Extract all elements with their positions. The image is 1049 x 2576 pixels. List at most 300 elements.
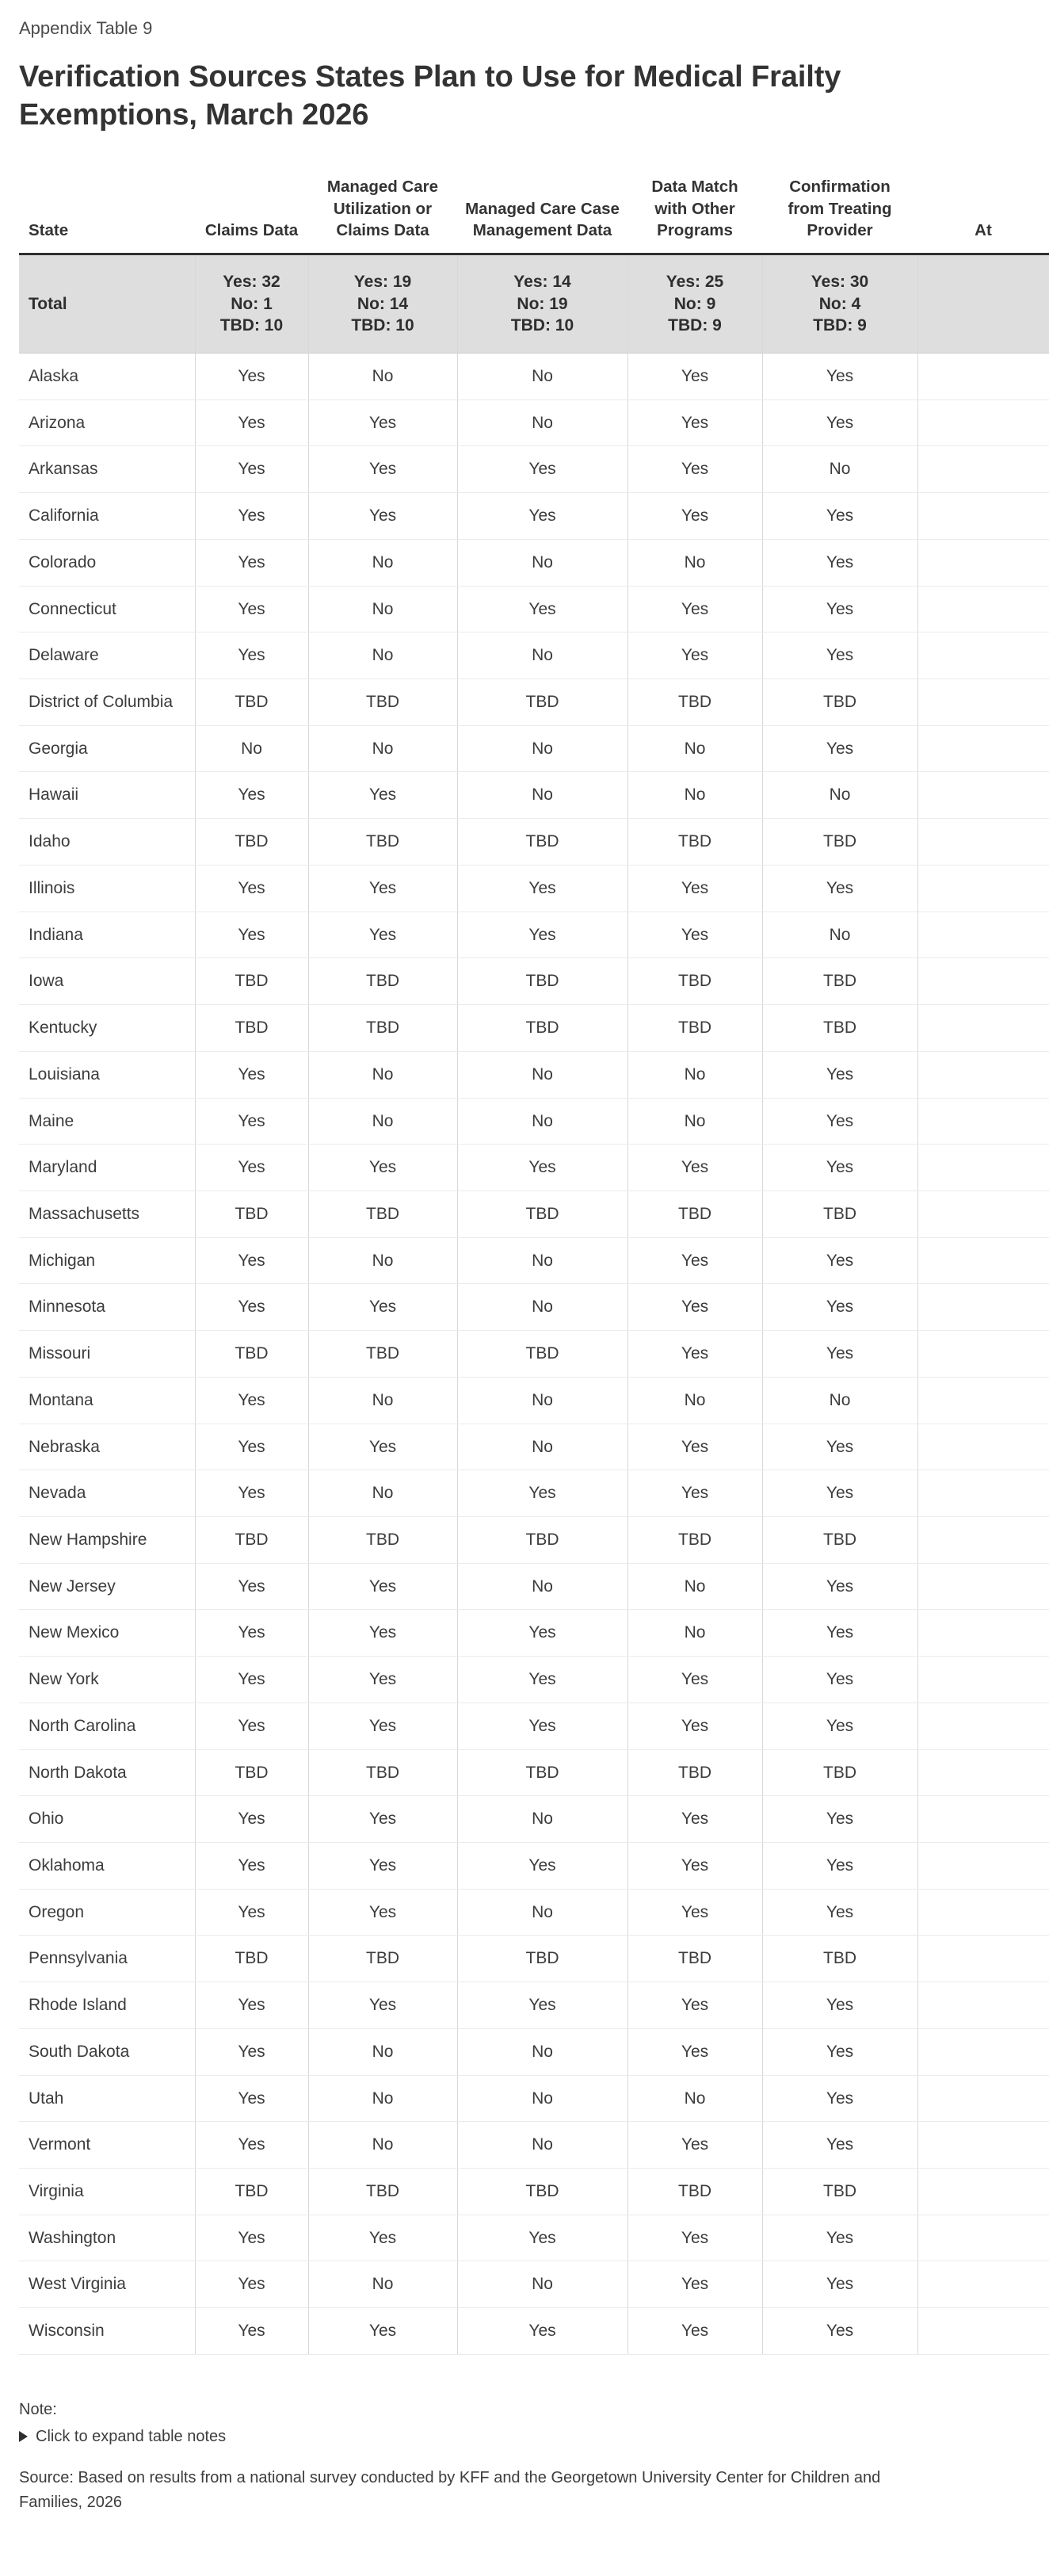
verification-value-cell: TBD xyxy=(308,1749,457,1796)
verification-value-cell: Yes xyxy=(195,2075,308,2122)
table-row-total xyxy=(19,254,1049,353)
verification-value-cell: Yes xyxy=(627,493,762,540)
verification-value-cell: Yes xyxy=(762,1703,917,1749)
verification-value-cell: Yes xyxy=(195,493,308,540)
state-name-cell: Louisiana xyxy=(19,1051,195,1098)
verification-value-cell: Yes xyxy=(627,1843,762,1890)
verification-value-cell xyxy=(917,2215,1049,2261)
verification-value-cell: Yes xyxy=(627,1284,762,1331)
state-name-cell: Hawaii xyxy=(19,772,195,819)
verification-value-cell: TBD xyxy=(762,1516,917,1563)
verification-value-cell: Yes xyxy=(762,354,917,400)
table-row xyxy=(19,1843,1049,1890)
verification-value-cell: TBD xyxy=(457,1749,627,1796)
column-header-state: State xyxy=(19,176,195,254)
verification-value-cell: No xyxy=(457,2075,627,2122)
verification-value-cell: TBD xyxy=(762,958,917,1005)
verification-value-cell: Yes xyxy=(627,2261,762,2308)
table-footer xyxy=(19,2398,948,2515)
table-row xyxy=(19,1516,1049,1563)
state-name-cell: Maine xyxy=(19,1098,195,1145)
table-row xyxy=(19,958,1049,1005)
verification-value-cell: TBD xyxy=(195,2169,308,2215)
verification-value-cell: Yes xyxy=(627,1796,762,1843)
total-yes-count: Yes: 25 xyxy=(666,272,724,291)
verification-value-cell xyxy=(917,1470,1049,1517)
verification-value-cell: Yes xyxy=(627,633,762,679)
verification-value-cell: No xyxy=(457,1563,627,1610)
table-row xyxy=(19,1051,1049,1098)
verification-value-cell: Yes xyxy=(762,2122,917,2169)
expand-table-notes-label: Click to expand table notes xyxy=(36,2427,227,2445)
table-row xyxy=(19,1610,1049,1657)
note-label: Note: xyxy=(19,2400,57,2418)
verification-value-cell: TBD xyxy=(762,2169,917,2215)
state-name-cell: Delaware xyxy=(19,633,195,679)
verification-value-cell: No xyxy=(457,399,627,446)
verification-value-cell: TBD xyxy=(627,1516,762,1563)
verification-value-cell: Yes xyxy=(308,2308,457,2355)
verification-value-cell: No xyxy=(457,1051,627,1098)
state-name-cell: West Virginia xyxy=(19,2261,195,2308)
verification-value-cell xyxy=(917,586,1049,633)
verification-value-cell: Yes xyxy=(457,2215,627,2261)
verification-value-cell: TBD xyxy=(308,1005,457,1052)
total-yes-count: Yes: 19 xyxy=(353,272,412,291)
table-row xyxy=(19,1145,1049,1191)
state-name-cell: Vermont xyxy=(19,2122,195,2169)
verification-value-cell: TBD xyxy=(457,1516,627,1563)
state-name-cell: South Dakota xyxy=(19,2028,195,2075)
verification-value-cell: Yes xyxy=(308,1889,457,1936)
verification-value-cell xyxy=(917,1516,1049,1563)
state-name-cell: Oregon xyxy=(19,1889,195,1936)
verification-value-cell xyxy=(917,399,1049,446)
verification-value-cell: Yes xyxy=(195,1145,308,1191)
verification-value-cell: No xyxy=(762,446,917,493)
state-name-cell: Michigan xyxy=(19,1237,195,1284)
table-row xyxy=(19,2215,1049,2261)
verification-value-cell: Yes xyxy=(308,1982,457,2029)
table-row xyxy=(19,2075,1049,2122)
state-name-cell: Kentucky xyxy=(19,1005,195,1052)
verification-value-cell: No xyxy=(627,1563,762,1610)
verification-value-cell: Yes xyxy=(762,633,917,679)
total-yes-count: Yes: 32 xyxy=(223,272,280,291)
verification-value-cell: No xyxy=(457,1284,627,1331)
verification-value-cell: Yes xyxy=(627,1145,762,1191)
verification-value-cell xyxy=(917,1051,1049,1098)
verification-value-cell: Yes xyxy=(457,1843,627,1890)
verification-value-cell: TBD xyxy=(762,679,917,726)
table-row xyxy=(19,2028,1049,2075)
verification-value-cell: Yes xyxy=(762,1610,917,1657)
table-row xyxy=(19,2308,1049,2355)
verification-value-cell: No xyxy=(627,772,762,819)
verification-value-cell: No xyxy=(308,2122,457,2169)
total-cell xyxy=(917,254,1049,353)
state-name-cell: Virginia xyxy=(19,2169,195,2215)
table-row xyxy=(19,1284,1049,1331)
table-row xyxy=(19,1424,1049,1470)
verification-value-cell: TBD xyxy=(457,1005,627,1052)
verification-value-cell: TBD xyxy=(762,1005,917,1052)
state-name-cell: Pennsylvania xyxy=(19,1936,195,1982)
verification-value-cell: TBD xyxy=(627,679,762,726)
verification-value-cell: Yes xyxy=(762,1657,917,1703)
verification-value-cell: Yes xyxy=(762,1982,917,2029)
verification-value-cell: No xyxy=(627,539,762,586)
column-header-data-match: Data Match with Other Programs xyxy=(627,176,762,254)
state-name-cell: Nebraska xyxy=(19,1424,195,1470)
page-title: Verification Sources States Plan to Use for Medical Frailty Exemptions, March 2026 xyxy=(19,59,841,132)
verification-value-cell: Yes xyxy=(195,1982,308,2029)
table-row xyxy=(19,1191,1049,1237)
verification-value-cell: Yes xyxy=(308,1703,457,1749)
total-tbd-count: TBD: 9 xyxy=(813,316,867,335)
state-name-cell: North Carolina xyxy=(19,1703,195,1749)
verification-value-cell: Yes xyxy=(762,1284,917,1331)
verification-value-cell: TBD xyxy=(762,1749,917,1796)
verification-value-cell: No xyxy=(457,1424,627,1470)
verification-value-cell xyxy=(917,1657,1049,1703)
state-name-cell: California xyxy=(19,493,195,540)
verification-value-cell: TBD xyxy=(627,958,762,1005)
verification-value-cell: Yes xyxy=(627,1889,762,1936)
verification-value-cell: TBD xyxy=(457,1936,627,1982)
state-name-cell: District of Columbia xyxy=(19,679,195,726)
expand-table-notes-toggle[interactable] xyxy=(19,2425,948,2448)
verification-value-cell: Yes xyxy=(627,1331,762,1378)
verification-value-cell xyxy=(917,1982,1049,2029)
verification-value-cell xyxy=(917,1191,1049,1237)
table-row xyxy=(19,1331,1049,1378)
total-yes-count: Yes: 14 xyxy=(513,272,571,291)
verification-value-cell: No xyxy=(627,1051,762,1098)
verification-value-cell: Yes xyxy=(762,725,917,772)
verification-value-cell: No xyxy=(762,772,917,819)
verification-value-cell: TBD xyxy=(457,958,627,1005)
verification-value-cell: TBD xyxy=(195,1749,308,1796)
verification-value-cell: Yes xyxy=(457,1610,627,1657)
verification-value-cell: Yes xyxy=(195,399,308,446)
verification-value-cell: Yes xyxy=(762,2308,917,2355)
verification-value-cell xyxy=(917,2169,1049,2215)
verification-value-cell: Yes xyxy=(762,399,917,446)
verification-value-cell: Yes xyxy=(195,1237,308,1284)
total-no-count: No: 1 xyxy=(231,294,273,313)
column-header-claims-data: Claims Data xyxy=(195,176,308,254)
verification-value-cell: No xyxy=(762,912,917,958)
table-row xyxy=(19,2169,1049,2215)
state-name-cell: New Jersey xyxy=(19,1563,195,1610)
verification-value-cell: TBD xyxy=(308,1331,457,1378)
verification-value-cell: Yes xyxy=(627,2308,762,2355)
verification-value-cell xyxy=(917,1889,1049,1936)
state-name-cell: Alaska xyxy=(19,354,195,400)
table-row xyxy=(19,865,1049,912)
verification-value-cell: No xyxy=(308,1098,457,1145)
state-name-cell: Connecticut xyxy=(19,586,195,633)
verification-value-cell: Yes xyxy=(308,1610,457,1657)
verification-value-cell: Yes xyxy=(195,354,308,400)
verification-value-cell xyxy=(917,1796,1049,1843)
verification-value-cell: TBD xyxy=(308,819,457,866)
verification-value-cell xyxy=(917,633,1049,679)
verification-value-cell: No xyxy=(627,725,762,772)
verification-value-cell: TBD xyxy=(457,1191,627,1237)
state-name-cell: Montana xyxy=(19,1377,195,1424)
verification-value-cell: TBD xyxy=(457,679,627,726)
verification-value-cell: Yes xyxy=(195,1098,308,1145)
verification-value-cell: TBD xyxy=(457,2169,627,2215)
verification-value-cell xyxy=(917,539,1049,586)
table-row xyxy=(19,1889,1049,1936)
verification-value-cell: Yes xyxy=(195,1424,308,1470)
verification-value-cell: Yes xyxy=(457,586,627,633)
verification-value-cell: Yes xyxy=(762,539,917,586)
verification-value-cell xyxy=(917,1098,1049,1145)
table-row xyxy=(19,2261,1049,2308)
verification-value-cell xyxy=(917,679,1049,726)
verification-value-cell: TBD xyxy=(457,819,627,866)
total-cell xyxy=(457,254,627,353)
total-tbd-count: TBD: 9 xyxy=(668,316,722,335)
verification-value-cell: No xyxy=(457,1098,627,1145)
verification-value-cell: Yes xyxy=(762,865,917,912)
verification-value-cell: Yes xyxy=(195,912,308,958)
table-row xyxy=(19,679,1049,726)
verification-value-cell: TBD xyxy=(308,1516,457,1563)
verification-value-cell: Yes xyxy=(457,1657,627,1703)
table-row xyxy=(19,1796,1049,1843)
verification-value-cell: TBD xyxy=(195,819,308,866)
table-eyebrow: Appendix Table 9 xyxy=(19,18,153,38)
verification-value-cell: Yes xyxy=(308,2215,457,2261)
verification-value-cell: TBD xyxy=(195,1331,308,1378)
verification-value-cell: Yes xyxy=(457,912,627,958)
total-cell xyxy=(627,254,762,353)
verification-value-cell: TBD xyxy=(308,958,457,1005)
total-no-count: No: 14 xyxy=(357,294,409,313)
verification-value-cell: TBD xyxy=(627,2169,762,2215)
verification-value-cell: No xyxy=(308,725,457,772)
table-row xyxy=(19,819,1049,866)
verification-value-cell: No xyxy=(457,539,627,586)
verification-value-cell: No xyxy=(308,1377,457,1424)
verification-value-cell: Yes xyxy=(457,1703,627,1749)
table-row xyxy=(19,1749,1049,1796)
table-row xyxy=(19,354,1049,400)
verification-value-cell: TBD xyxy=(195,1936,308,1982)
verification-value-cell: Yes xyxy=(762,2261,917,2308)
verification-value-cell: Yes xyxy=(195,586,308,633)
verification-value-cell: Yes xyxy=(762,1145,917,1191)
verification-value-cell: Yes xyxy=(627,586,762,633)
verification-value-cell: Yes xyxy=(762,2075,917,2122)
verification-value-cell: Yes xyxy=(762,2215,917,2261)
verification-value-cell xyxy=(917,772,1049,819)
verification-value-cell: No xyxy=(308,1237,457,1284)
total-no-count: No: 9 xyxy=(673,294,716,313)
verification-value-cell: TBD xyxy=(195,1516,308,1563)
verification-value-cell: Yes xyxy=(627,1424,762,1470)
total-yes-count: Yes: 30 xyxy=(811,272,869,291)
verification-value-cell: Yes xyxy=(627,2215,762,2261)
verification-value-cell: Yes xyxy=(457,1470,627,1517)
verification-value-cell xyxy=(917,2308,1049,2355)
state-name-cell: Colorado xyxy=(19,539,195,586)
verification-value-cell xyxy=(917,493,1049,540)
table-row xyxy=(19,1936,1049,1982)
verification-value-cell: Yes xyxy=(627,912,762,958)
verification-value-cell: No xyxy=(195,725,308,772)
verification-value-cell: No xyxy=(308,2075,457,2122)
verification-value-cell: Yes xyxy=(762,586,917,633)
total-label: Total xyxy=(19,254,195,353)
verification-value-cell: No xyxy=(457,633,627,679)
verification-value-cell xyxy=(917,1843,1049,1890)
verification-value-cell: Yes xyxy=(762,1098,917,1145)
verification-value-cell xyxy=(917,446,1049,493)
verification-value-cell xyxy=(917,1005,1049,1052)
table-row xyxy=(19,1563,1049,1610)
verification-value-cell: Yes xyxy=(195,1889,308,1936)
verification-value-cell: TBD xyxy=(627,1005,762,1052)
verification-value-cell: TBD xyxy=(762,1936,917,1982)
state-name-cell: Missouri xyxy=(19,1331,195,1378)
verification-value-cell: Yes xyxy=(195,1657,308,1703)
verification-value-cell: No xyxy=(457,354,627,400)
verification-value-cell xyxy=(917,1145,1049,1191)
table-row xyxy=(19,1005,1049,1052)
total-cell xyxy=(308,254,457,353)
verification-value-cell xyxy=(917,1610,1049,1657)
verification-value-cell xyxy=(917,2028,1049,2075)
verification-value-cell: Yes xyxy=(308,1424,457,1470)
state-name-cell: Arkansas xyxy=(19,446,195,493)
table-container xyxy=(19,176,992,2355)
verification-value-cell: TBD xyxy=(762,1191,917,1237)
verification-value-cell xyxy=(917,2122,1049,2169)
table-row xyxy=(19,772,1049,819)
verification-value-cell: Yes xyxy=(627,865,762,912)
table-row xyxy=(19,912,1049,958)
header-row xyxy=(19,176,1049,254)
total-no-count: No: 4 xyxy=(818,294,861,313)
verification-value-cell: Yes xyxy=(762,1237,917,1284)
verification-value-cell: No xyxy=(627,1098,762,1145)
table-row xyxy=(19,539,1049,586)
verification-value-cell: No xyxy=(308,539,457,586)
state-name-cell: Massachusetts xyxy=(19,1191,195,1237)
verification-value-cell: Yes xyxy=(627,1470,762,1517)
verification-value-cell: No xyxy=(627,1377,762,1424)
verification-value-cell: No xyxy=(627,1610,762,1657)
table-row xyxy=(19,399,1049,446)
verification-value-cell: Yes xyxy=(195,1470,308,1517)
verification-value-cell: No xyxy=(308,586,457,633)
verification-value-cell: Yes xyxy=(308,1657,457,1703)
table-row xyxy=(19,1377,1049,1424)
verification-value-cell: TBD xyxy=(627,1749,762,1796)
verification-value-cell xyxy=(917,1331,1049,1378)
verification-value-cell: Yes xyxy=(627,1237,762,1284)
verification-value-cell: Yes xyxy=(308,493,457,540)
table-head xyxy=(19,176,1049,254)
total-cell xyxy=(195,254,308,353)
verification-value-cell xyxy=(917,1284,1049,1331)
verification-value-cell: Yes xyxy=(762,1563,917,1610)
verification-value-cell: Yes xyxy=(195,539,308,586)
verification-value-cell xyxy=(917,1703,1049,1749)
verification-value-cell: Yes xyxy=(457,1145,627,1191)
verification-value-cell xyxy=(917,1424,1049,1470)
state-name-cell: New Hampshire xyxy=(19,1516,195,1563)
verification-value-cell: Yes xyxy=(308,1145,457,1191)
verification-value-cell: No xyxy=(308,1470,457,1517)
state-name-cell: Indiana xyxy=(19,912,195,958)
verification-value-cell xyxy=(917,725,1049,772)
verification-value-cell: Yes xyxy=(195,2028,308,2075)
verification-value-cell: No xyxy=(457,1377,627,1424)
verification-value-cell: No xyxy=(308,633,457,679)
verification-value-cell xyxy=(917,2261,1049,2308)
verification-value-cell: No xyxy=(457,725,627,772)
verification-value-cell: Yes xyxy=(627,1982,762,2029)
verification-value-cell: Yes xyxy=(762,1470,917,1517)
source-note: Source: Based on results from a national survey conducted by KFF and the Georgetown University Center for Children and Families, 2026 xyxy=(19,2468,881,2511)
state-name-cell: Utah xyxy=(19,2075,195,2122)
verification-value-cell: Yes xyxy=(627,1703,762,1749)
verification-value-cell xyxy=(917,819,1049,866)
verification-value-cell: Yes xyxy=(762,1424,917,1470)
verification-value-cell: Yes xyxy=(195,1796,308,1843)
state-name-cell: New York xyxy=(19,1657,195,1703)
verification-value-cell: Yes xyxy=(457,865,627,912)
verification-value-cell: No xyxy=(308,2028,457,2075)
column-header-mc-utilization: Managed Care Utilization or Claims Data xyxy=(308,176,457,254)
verification-value-cell: TBD xyxy=(627,819,762,866)
table-row xyxy=(19,493,1049,540)
verification-value-cell: Yes xyxy=(195,1610,308,1657)
verification-value-cell: Yes xyxy=(627,446,762,493)
verification-value-cell: Yes xyxy=(627,354,762,400)
verification-value-cell: TBD xyxy=(308,1936,457,1982)
verification-value-cell: Yes xyxy=(457,2308,627,2355)
column-header-attestation: At xyxy=(917,176,1049,254)
state-name-cell: Oklahoma xyxy=(19,1843,195,1890)
total-cell xyxy=(762,254,917,353)
verification-value-cell: Yes xyxy=(308,1284,457,1331)
verification-value-cell: Yes xyxy=(762,1331,917,1378)
state-name-cell: New Mexico xyxy=(19,1610,195,1657)
verification-value-cell: TBD xyxy=(308,679,457,726)
verification-value-cell: Yes xyxy=(308,1563,457,1610)
verification-value-cell: No xyxy=(627,2075,762,2122)
verification-value-cell: Yes xyxy=(195,2308,308,2355)
verification-value-cell: Yes xyxy=(195,1843,308,1890)
verification-value-cell: Yes xyxy=(308,772,457,819)
verification-value-cell: No xyxy=(457,2122,627,2169)
table-row xyxy=(19,1470,1049,1517)
state-name-cell: Washington xyxy=(19,2215,195,2261)
verification-value-cell: Yes xyxy=(195,446,308,493)
verification-value-cell: TBD xyxy=(627,1936,762,1982)
table-row xyxy=(19,446,1049,493)
verification-value-cell: No xyxy=(457,1889,627,1936)
verification-value-cell: Yes xyxy=(762,493,917,540)
